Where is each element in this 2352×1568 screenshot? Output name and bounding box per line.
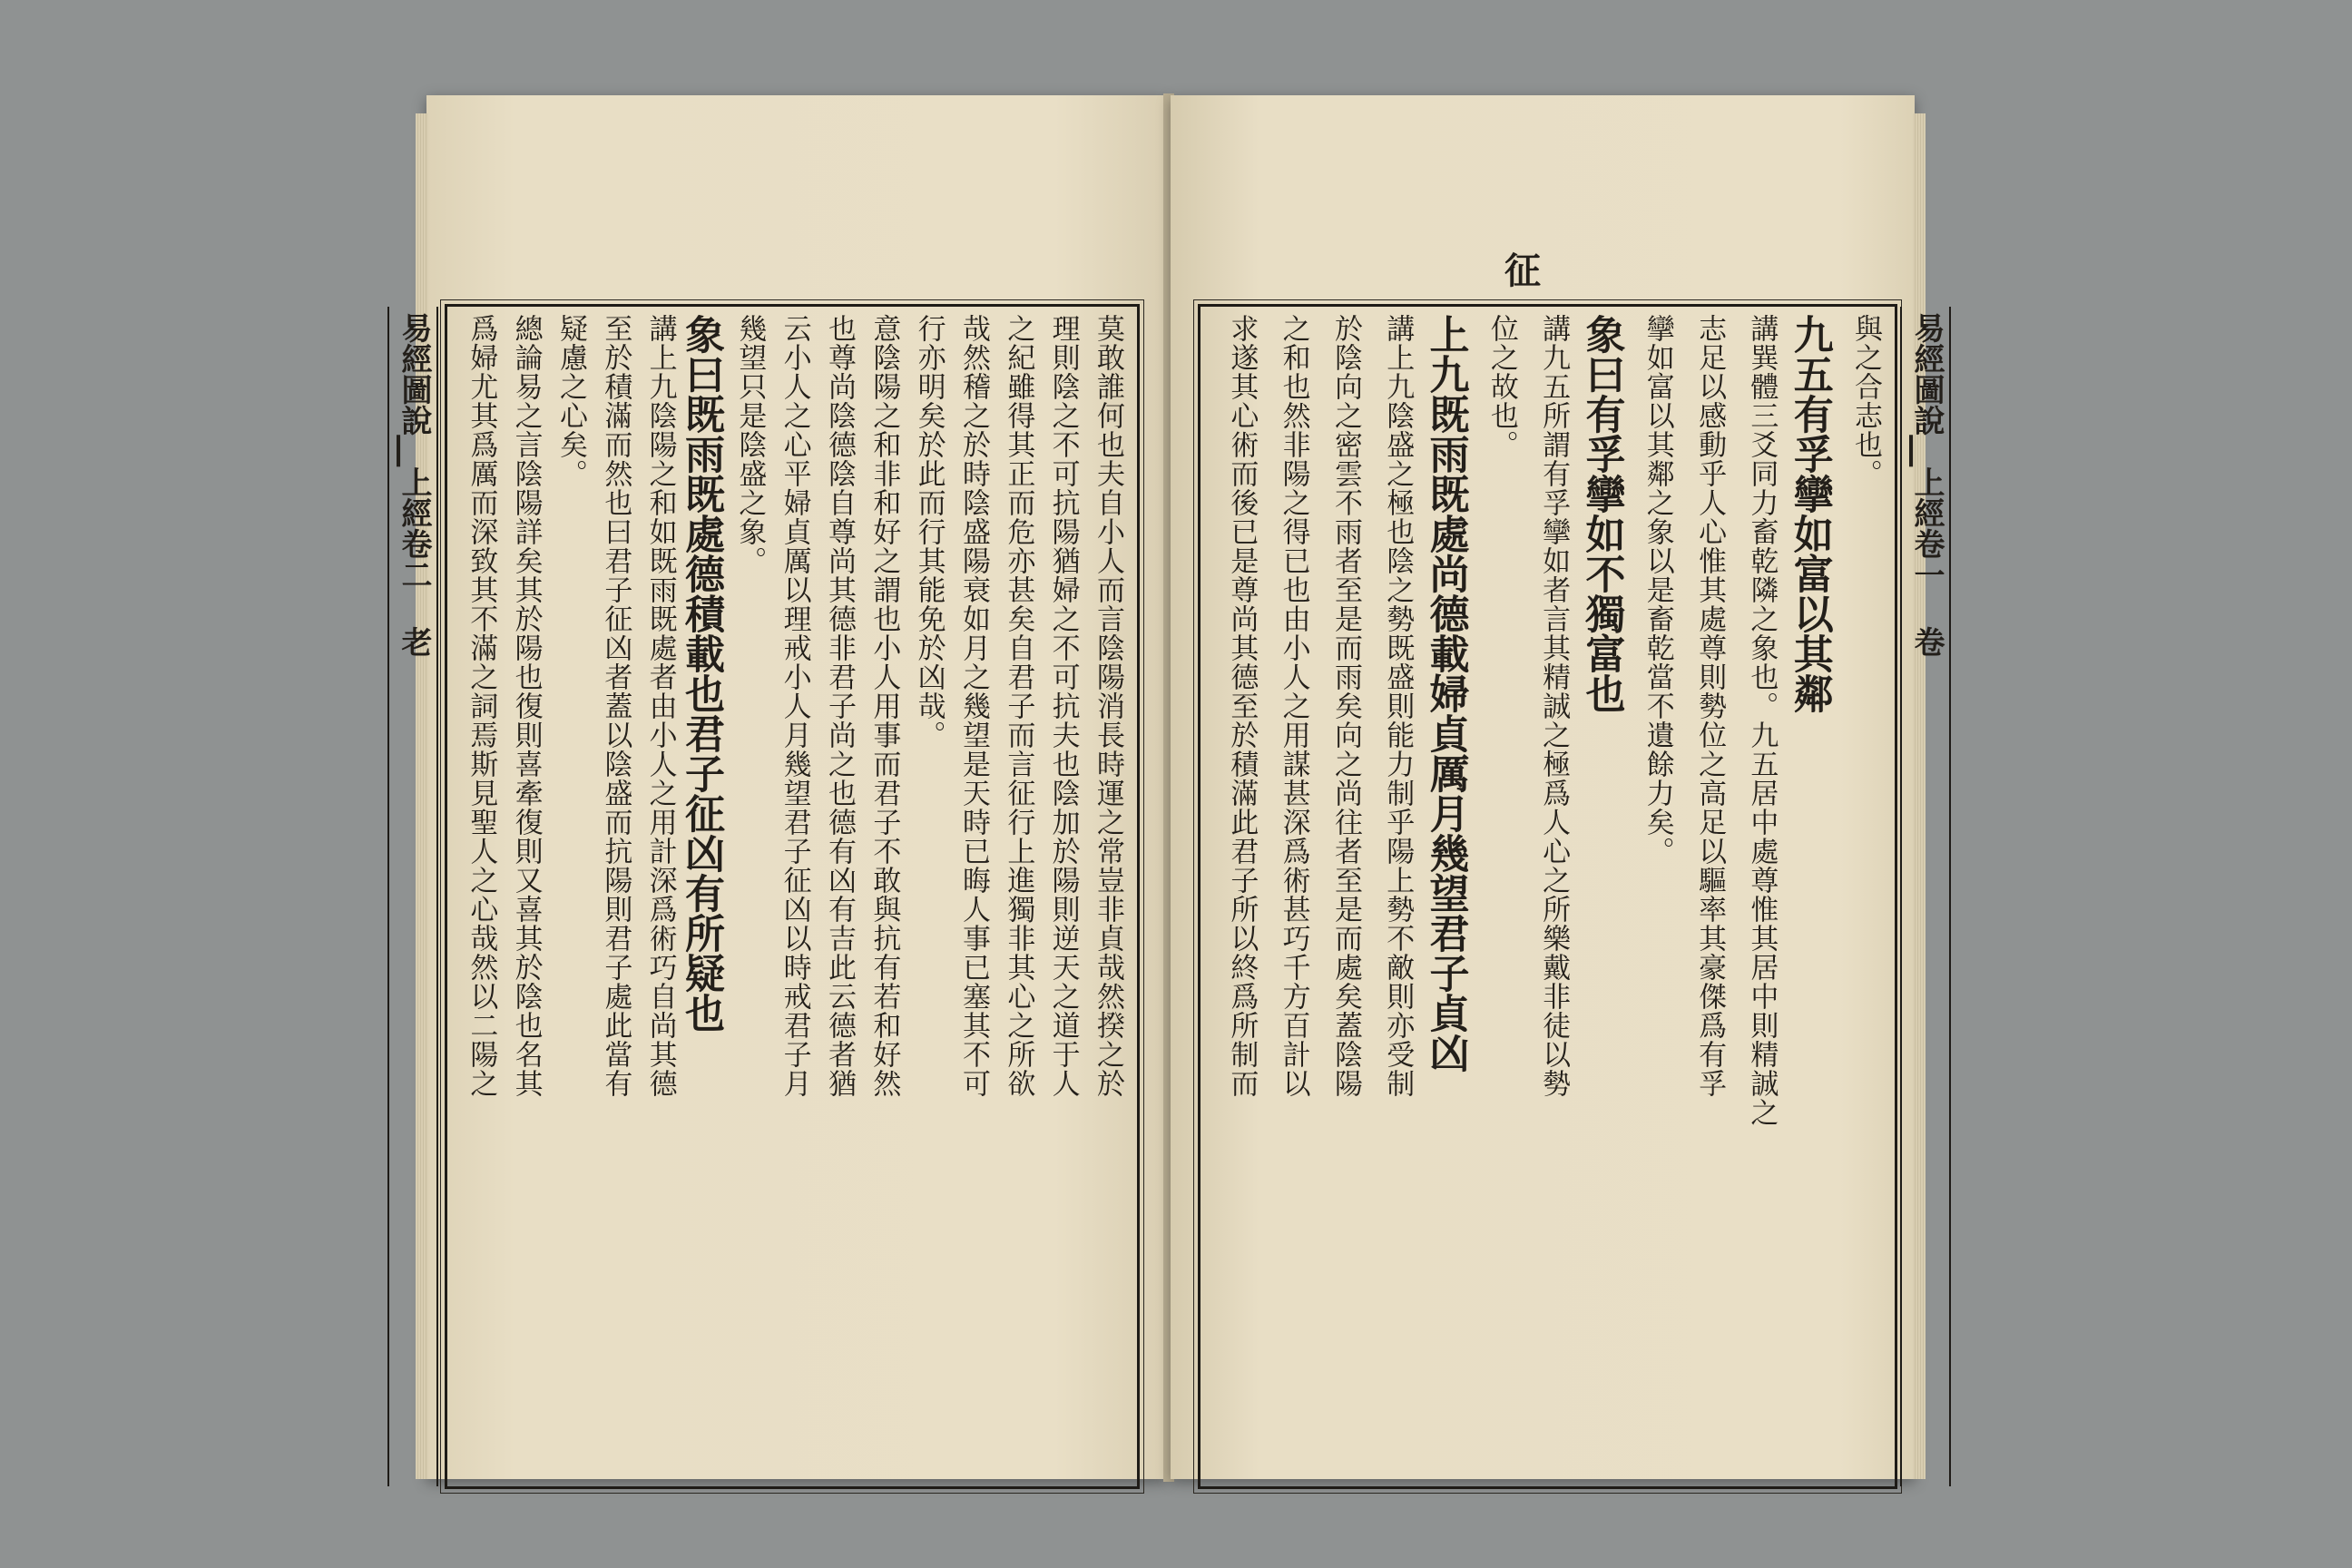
folio: 老	[396, 626, 432, 657]
text-column: 莫敢誰何也夫自小人而言陰陽消長時運之常豈非貞哉然揆之於	[1092, 314, 1124, 1098]
text-column: 之紀雖得其正而危亦甚矣自君子而言征行上進獨非其心之所欲	[1002, 314, 1035, 1098]
text-column: 講巽體三爻同力畜乾隣之象也。九五居中處尊惟其居中則精誠之	[1745, 314, 1779, 1127]
text-column: 講九五所謂有孚攣如者言其精誠之極爲人心之所樂戴非徒以勢	[1537, 314, 1571, 1098]
folio: 卷	[1908, 626, 1945, 657]
text-column-heading: 象曰既雨既處德積載也君子征凶有所疑也	[678, 314, 724, 1033]
top-character: 征	[1504, 250, 1541, 292]
text-column: 位之故也。	[1485, 314, 1518, 459]
right-text-frame	[1198, 304, 1945, 1489]
text-column: 也尊尚陰德陰自尊尚其德非君子尚之也德有凶有吉此云德者猶	[823, 314, 856, 1098]
text-column: 疑慮之心矣。	[554, 314, 587, 488]
right-margin-title	[1900, 307, 1951, 1486]
text-column: 講上九陰盛之極也陰之勢既盛則能力制乎陽上勢不敵則亦受制	[1381, 314, 1415, 1098]
text-column: 之和也然非陽之得已也由小人之用謀甚深爲術甚巧千方百計以	[1277, 314, 1310, 1098]
text-column: 至於積滿而然也曰君子征凶者蓋以陰盛而抗陽則君子處此當有	[599, 314, 632, 1098]
left-margin-title	[387, 307, 438, 1486]
left-text-frame	[396, 304, 1140, 1489]
text-column: 與之合志也。	[1849, 314, 1882, 488]
text-column: 於陰向之密雲不雨者至是而雨矣向之尚往者至是而處矣蓋陰陽	[1328, 314, 1362, 1098]
open-book	[396, 86, 1945, 1488]
text-column: 幾望只是陰盛之象。	[733, 314, 767, 575]
text-column: 意陰陽之和非和好之謂也小人用事而君子不敢與抗有若和好然	[867, 314, 901, 1098]
text-column: 理則陰之不可抗陽猶婦之不可抗夫也陰加於陽則逆天之道于人	[1046, 314, 1080, 1098]
left-page	[396, 95, 1166, 1479]
text-column-heading: 九五有孚攣如富以其鄰	[1786, 314, 1833, 713]
text-column-heading: 上九既雨既處尚德載婦貞厲月幾望君子貞凶	[1422, 314, 1469, 1073]
text-column: 志足以感動乎人心惟其處尊則勢位之高足以驅率其豪傑爲有孚	[1693, 314, 1727, 1098]
margin-title-text: 易經圖說⎸上經卷二	[396, 312, 432, 590]
text-column-heading: 象曰有孚攣如不獨富也	[1578, 314, 1625, 713]
text-column: 講上九陰陽之和如既雨既處者由小人之用計深爲術巧自尚其德	[643, 314, 677, 1098]
text-column: 攣如富以其鄰之象以是畜乾當不遺餘力矣。	[1641, 314, 1674, 866]
margin-title-text: 易經圖說⎸上經卷一	[1908, 312, 1945, 590]
text-column: 行亦明矣於此而行其能免於凶哉。	[912, 314, 946, 750]
text-column: 總論易之言陰陽詳矣其於陽也復則喜牽復則又喜其於陰也名其	[509, 314, 543, 1098]
right-page	[1171, 95, 1945, 1479]
text-column: 云小人之心平婦貞厲以理戒小人月幾望君子征凶以時戒君子月	[778, 314, 811, 1098]
text-column: 哉然稽之於時陰盛陽衰如月之幾望是天時已晦人事已塞其不可	[957, 314, 990, 1098]
text-column: 爲婦尤其爲厲而深致其不滿之詞焉斯見聖人之心哉然以二陽之	[465, 314, 498, 1098]
text-column: 求遂其心術而後已是尊尚其德至於積滿此君子所以終爲所制而	[1225, 314, 1259, 1098]
